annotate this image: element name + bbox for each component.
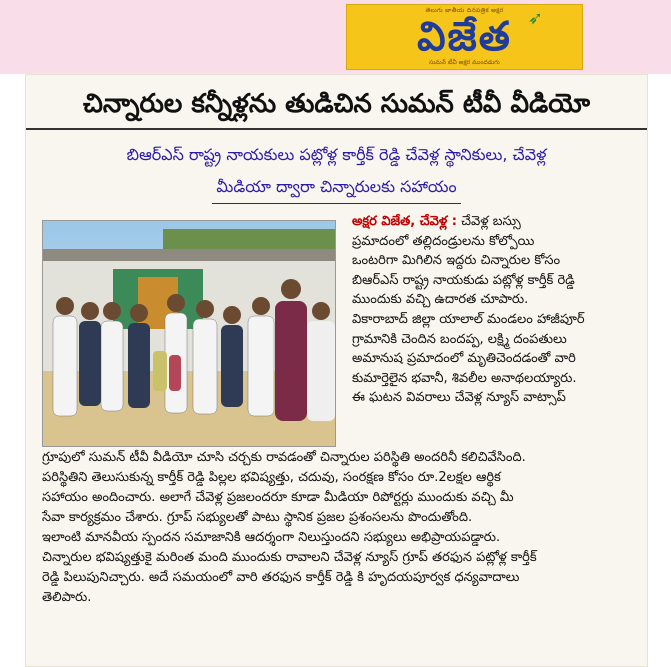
body-line: సహాయం అందించారు. అలాగే చేవెళ్ల ప్రజలందరూ కూడా మీడియా రిపోర్టర్లు ముందుకు వచ్చి మీ [42,490,514,505]
logo-wordmark: విజేత [417,14,512,60]
article-dateline: అక్షర విజేత, చేవెళ్ల : [352,214,457,229]
group-photo-image [43,221,335,446]
news-article [25,74,648,667]
logo-subline: సుమన్ టీవీ అక్షర ముందడుగు [429,59,500,66]
subhead-line-2: మీడియా ద్వారా చిన్నారులకు సహాయం [212,171,460,204]
headline-divider [26,128,647,130]
newspaper-logo [346,4,583,70]
body-line: పరిస్థితిని తెలుసుకున్న కార్తీక్ రెడ్డి పిల్లల భవిష్యత్తు, చదువు, సంరక్షణ కోసం రూ.2లక్షల ఆర్థిక [42,470,501,485]
body-line: అమానుష ప్రమాదంలో మృతిచెందడంతో వారి [352,351,576,367]
body-line: రెడ్డి పిలుపునిచ్చారు. అదే సమయంలో వారి తరఫున కార్తీక్ రెడ్డి కి హృదయపూర్వక ధన్యవాదాలు [42,570,520,585]
body-line: చిన్నారుల భవిష్యత్తుకై మరింత మంది ముందుకు రావాలని చేవెళ్ల న్యూస్ గ్రూప్ తరఫున పట్లోళ్ల కార్తీక్ [42,550,537,565]
body-line: తెలిపారు. [42,590,92,605]
subhead-line-1: బిఆర్ఎస్ రాష్ట్ర నాయకులు పట్లోళ్ల కార్తీక్ రెడ్డి చేవెళ్ల స్థానికులు, చేవెళ్ల [126,145,547,164]
bird-icon: ➶ [527,8,543,29]
body-line: ముందుకు వచ్చి ఉదారత చూపారు. [352,292,529,308]
body-line: ఇలాంటి మానవీయ స్పందన సమాజానికి ఆదర్శంగా నిలుస్తుందని సభ్యులు అభిప్రాయపడ్డారు. [42,530,501,545]
logo-tagline: తెలుగు జాతీయ దినపత్రిక అక్షర [425,7,504,14]
body-line: ఈ ఘటన వివరాలు చేవెళ్ల న్యూస్ వాట్సాప్ [352,390,566,406]
body-line: గ్రామానికి చెందిన బందప్ప, లక్ష్మి దంపతులు [352,331,567,347]
body-line: అక్షర విజేత, చేవెళ్ల : చేవెళ్ల బస్సు [352,214,521,229]
body-line: బిఆర్ఎస్ రాష్ట్ర నాయకుడు పట్లోళ్ల కార్తీక్ రెడ్డి [352,272,575,288]
body-line: గ్రూపులో సుమన్ టీవీ వీడియో చూసి చర్చకు రావడంతో చిన్నారుల పరిస్థితి అందరినీ కలిచివేసింది. [42,450,526,465]
news-photo [42,220,336,447]
body-line: ప్రమాదంలో తల్లిదండ్రులను కోల్పోయి [352,233,535,249]
body-line: ఒంటరిగా మిగిలిన ఇద్దరు చిన్నారుల కోసం [352,253,561,269]
article-subhead [46,139,627,204]
body-line: వికారాబాద్ జిల్లా యాలాల్ మండలం హాజీపూర్ [352,312,585,327]
body-line: కుమార్తెలైన భవానీ, శివలీల అనాథలయ్యారు. [352,370,577,386]
body-line: సేవా కార్యక్రమం చేశారు. గ్రూప్ సభ్యులతో పాటు స్థానిక ప్రజల ప్రశంసలను పొందుతోంది. [42,510,473,525]
article-headline: చిన్నారుల కన్నీళ్లను తుడిచిన సుమన్ టీవీ వీడియో [83,89,590,119]
